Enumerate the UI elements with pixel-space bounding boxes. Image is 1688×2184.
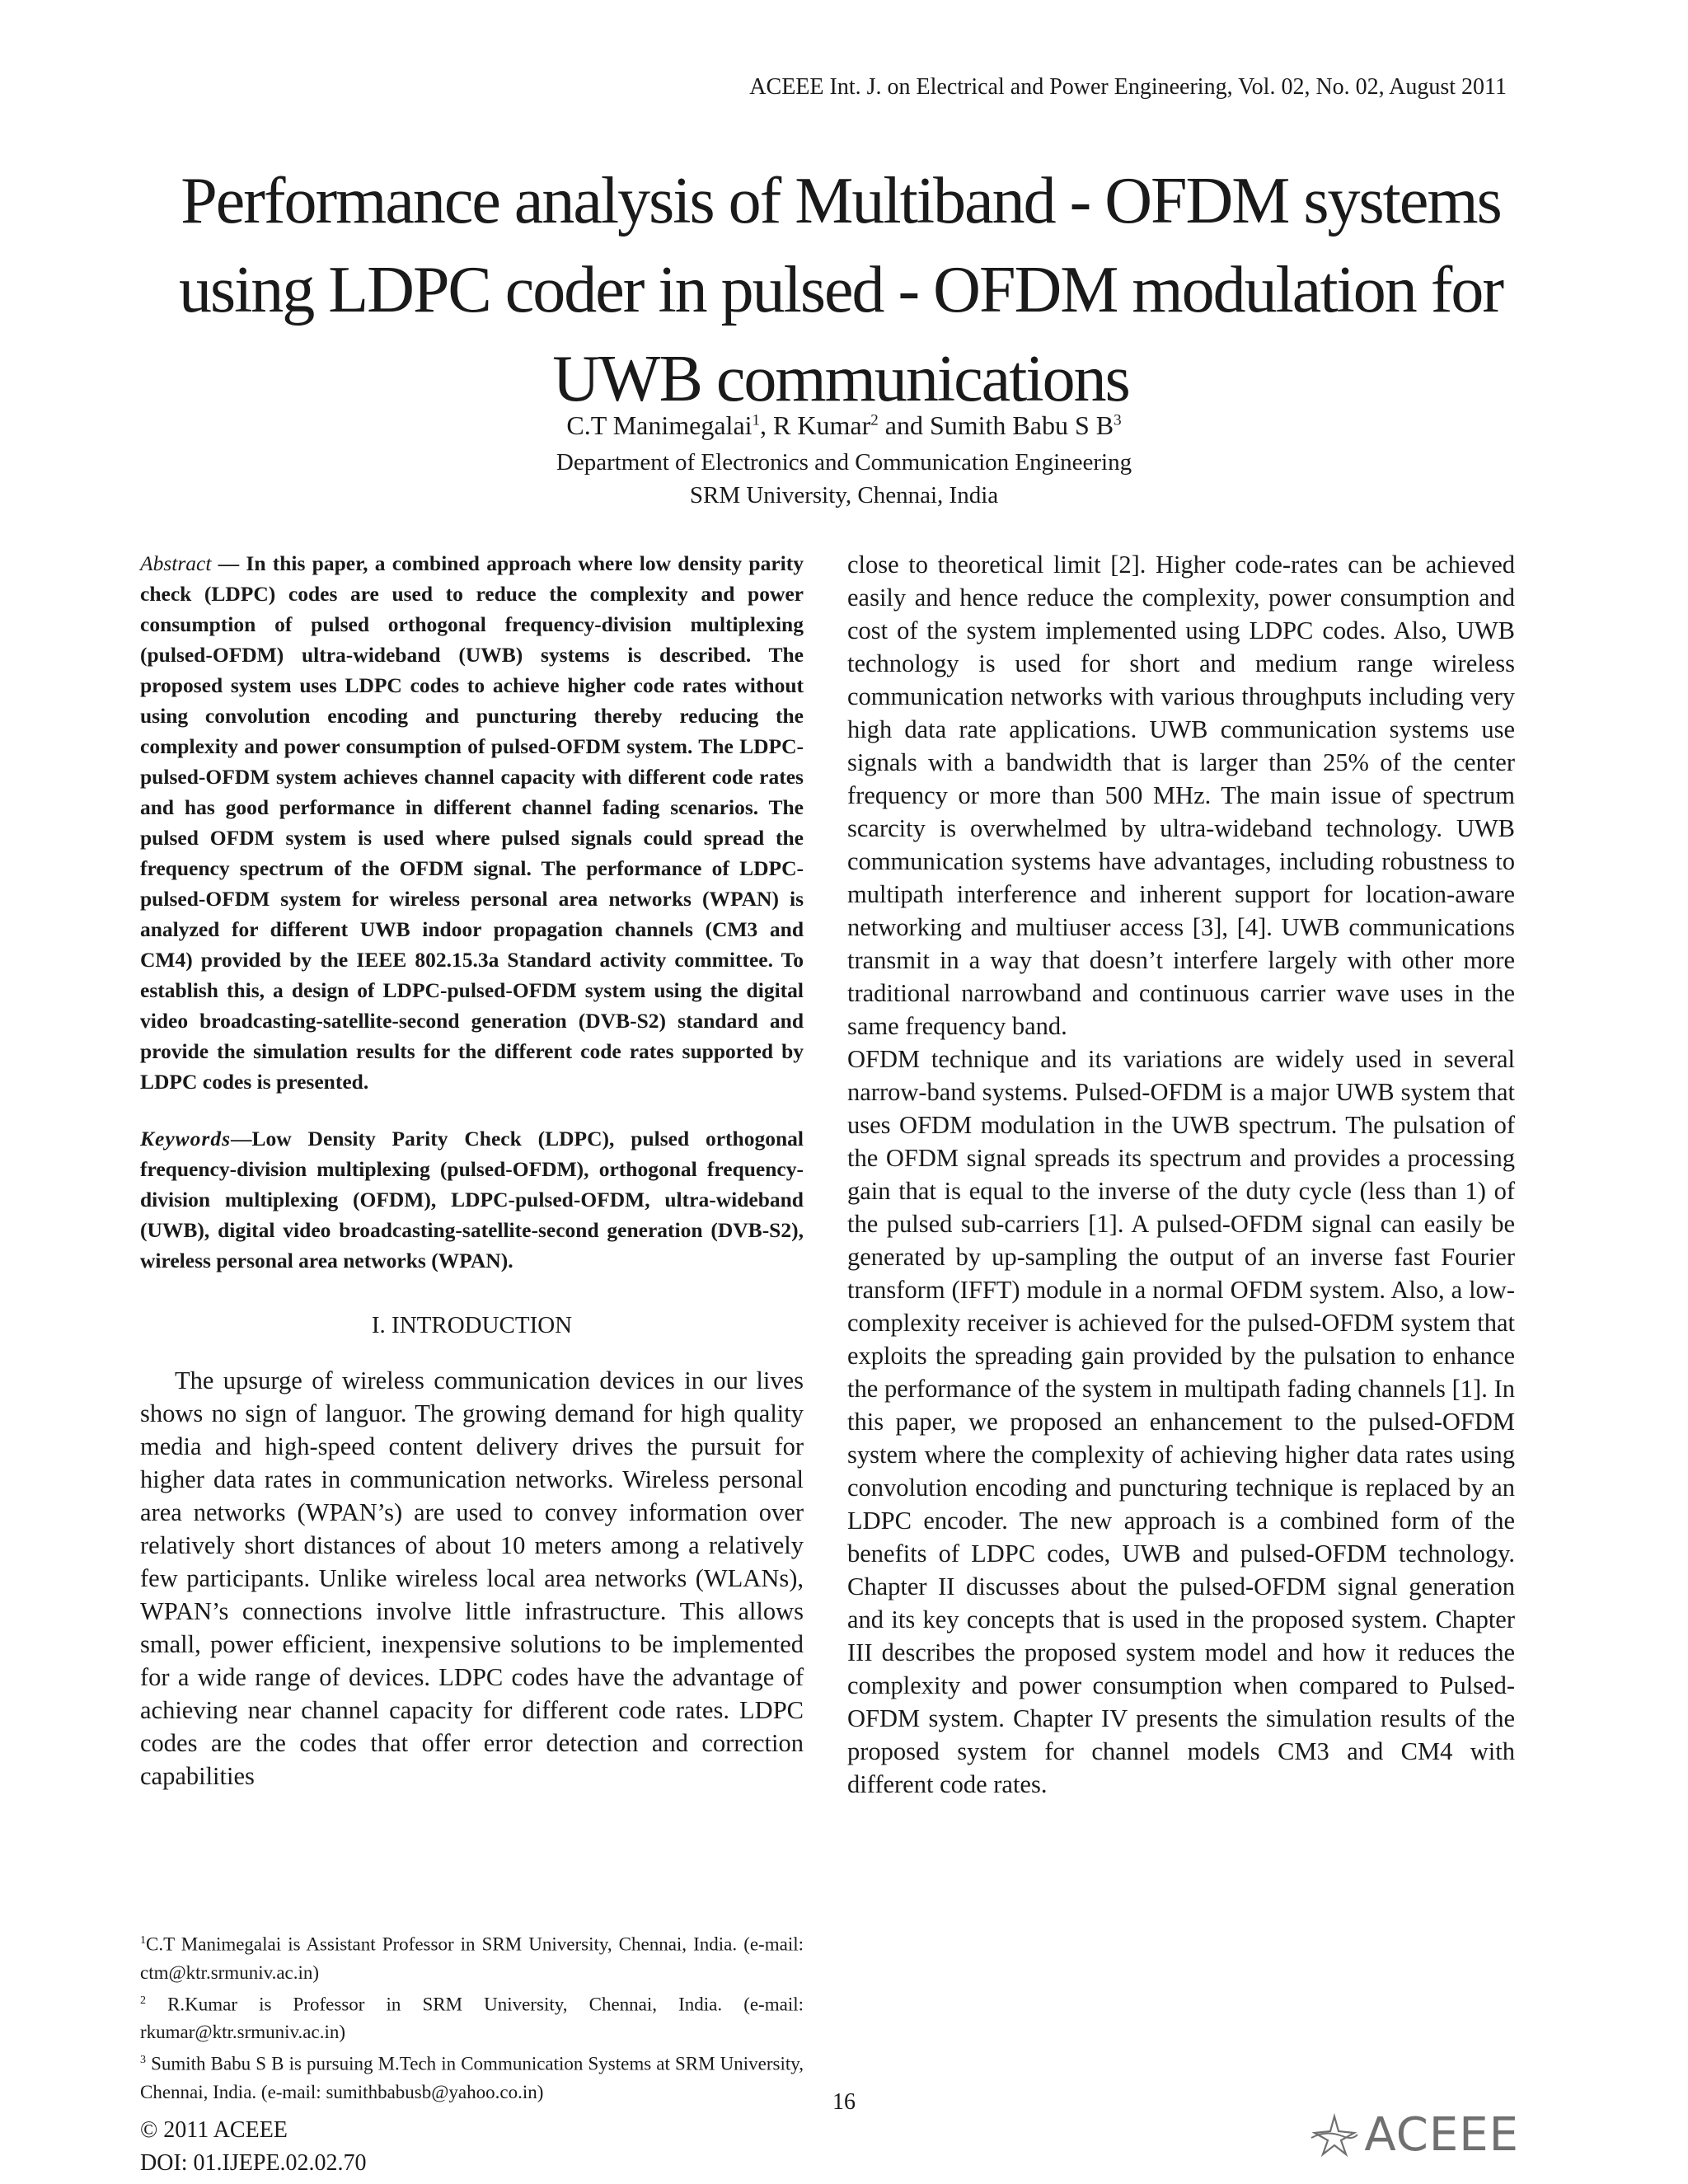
author-mark: 3 [1114, 411, 1122, 429]
journal-header: ACEEE Int. J. on Electrical and Power Engineering, Vol. 02, No. 02, August 2011 [749, 74, 1507, 100]
star-swirl-icon [1310, 2113, 1359, 2158]
left-column [140, 548, 804, 1793]
page-number: 16 [832, 2089, 856, 2115]
author-name: Sumith Babu S B [929, 410, 1114, 440]
footnotes [140, 1927, 804, 2107]
paper-title: Performance analysis of Multiband - OFDM systems using LDPC coder in pulsed - OFDM modulation for UWB communications [178, 165, 1503, 415]
intro-paragraph: The upsurge of wireless communication devices in our lives shows no sign of languor. The growing demand for high quality media and high-speed content delivery drives the pursuit for higher data rates in communication networks. Wireless personal area networks (WPAN’s) are used to convey information over relatively short distances of about 10 meters among a relatively few participants. Unlike wireless local area networks (WLANs), WPAN’s connections involve little infrastructure. This allows small, power efficient, inexpensive solutions to be implemented for a wide range of devices. LDPC codes have the advantage of achieving near channel capacity for different code rates. LDPC codes are the codes that offer error detection and correction capabilities [140, 1366, 804, 1790]
footnote-mark: 3 [140, 2054, 146, 2067]
footnote [140, 1987, 804, 2047]
aceee-logo [1310, 2108, 1519, 2162]
footnote-text: Sumith Babu S B is pursuing M.Tech in Communication Systems at SRM University, Chennai, India. (e-mail: sumithbabusb@yahoo.co.in) [140, 2053, 804, 2102]
body-paragraph: close to theoretical limit [2]. Higher code-rates can be achieved easily and hence reduce the complexity, power consumption and cost of the system implemented using LDPC codes. Also, UWB technology is used for short and medium range wireless communication networks with various throughputs including very high data rate applications. UWB communication systems use signals with a bandwidth that is larger than 25% of the center frequency or more than 500 MHz. The main issue of spectrum scarcity is overwhelmed by ultra-wideband technology. UWB communication systems have advantages, including robustness to multipath interference and inherent support for location-aware networking and multiuser access [3], [4]. UWB communications transmit in a way that doesn’t interfere largely with other more traditional narrowband and continuous carrier wave uses in the same frequency band. [847, 551, 1515, 1040]
author-separator: , [760, 410, 774, 440]
author-mark: 2 [870, 411, 879, 429]
affiliation-department: Department of Electronics and Communication Engineering [556, 449, 1132, 476]
doi-text: DOI: 01.IJEPE.02.02.70 [140, 2150, 367, 2176]
abstract-label: Abstract [140, 551, 212, 575]
footnote-text: R.Kumar is Professor in SRM University, Chennai, India. (e-mail: rkumar@ktr.srmuniv.ac.in) [140, 1994, 804, 2043]
abstract [140, 548, 804, 1097]
author-mark: 1 [752, 411, 761, 429]
right-column [847, 548, 1515, 1801]
footnote [140, 1927, 804, 1987]
footnote-text: C.T Manimegalai is Assistant Professor in SRM University, Chennai, India. (e-mail: ctm@ktr.srmuniv.ac.in) [140, 1933, 804, 1983]
abstract-text: — In this paper, a combined approach where low density parity check (LDPC) codes are used to reduce the complexity and power consumption of pulsed orthogonal frequency-division multiplexing (pulsed-OFDM) ultra-wideband (UWB) systems is described. The proposed system uses LDPC codes to achieve higher code rates without using convolution encoding and puncturing thereby reducing the complexity and power consumption of pulsed-OFDM system. The LDPC-pulsed-OFDM system achieves channel capacity with different code rates and has good performance in different channel fading scenarios. The pulsed OFDM system is used where pulsed signals could spread the frequency spectrum of the OFDM signal. The performance of LDPC-pulsed-OFDM system for wireless personal area networks (WPAN) is analyzed for different UWB indoor propagation channels (CM3 and CM4) provided by the IEEE 802.15.3a Standard activity committee. To establish this, a design of LDPC-pulsed-OFDM system using the digital video broadcasting-satellite-second generation (DVB-S2) standard and provide the simulation results for the different code rates supported by LDPC codes is presented. [140, 551, 804, 1094]
author-separator: and [878, 410, 930, 440]
author-name: R Kumar [773, 410, 871, 440]
footnote-mark: 2 [140, 1994, 146, 2007]
logo-text: ACEEE [1364, 2108, 1519, 2162]
author-name: C.T Manimegalai [566, 410, 753, 440]
keywords-text: —Low Density Parity Check (LDPC), pulsed orthogonal frequency-division multiplexing (pulsed-OFDM), orthogonal frequency-division multiplexing (OFDM), LDPC-pulsed-OFDM, ultra-wideband (UWB), digital video broadcasting-satellite-second generation (DVB-S2), wireless personal area networks (WPAN). [140, 1127, 804, 1272]
body-paragraph: OFDM technique and its variations are widely used in several narrow-band systems. Pulsed-OFDM is a major UWB system that uses OFDM modulation in the UWB spectrum. The pulsation of the OFDM signal spreads its spectrum and provides a processing gain that is equal to the inverse of the duty cycle (less than 1) of the pulsed sub-carriers [1]. A pulsed-OFDM signal can easily be generated by up-sampling the output of an inverse fast Fourier transform (IFFT) module in a normal OFDM system. Also, a low-complexity receiver is achieved for the pulsed-OFDM system that exploits the spreading gain provided by the pulsation to enhance the performance of the system in multipath fading channels [1]. In this paper, we proposed an enhancement to the pulsed-OFDM system where the complexity of achieving higher data rates using convolution encoding and puncturing technique is replaced by an LDPC encoder. The new approach is a combined form of the benefits of LDPC codes, UWB and pulsed-OFDM technology. Chapter II discusses about the pulsed-OFDM signal generation and its key concepts that is used in the proposed system. Chapter III describes the proposed system model and how it reduces the complexity and power consumption when compared to Pulsed-OFDM system. Chapter IV presents the simulation results of the proposed system for channel models CM3 and CM4 with different code rates. [847, 1045, 1515, 1798]
keywords-label: Keywords [140, 1127, 231, 1151]
affiliation-university: SRM University, Chennai, India [689, 482, 999, 509]
footnote-mark: 1 [140, 1934, 146, 1947]
author-line [0, 410, 1688, 441]
copyright-block [140, 2114, 367, 2180]
copyright-text: © 2011 ACEEE [140, 2117, 288, 2143]
section-heading-introduction: I. INTRODUCTION [371, 1312, 573, 1338]
keywords [140, 1123, 804, 1276]
